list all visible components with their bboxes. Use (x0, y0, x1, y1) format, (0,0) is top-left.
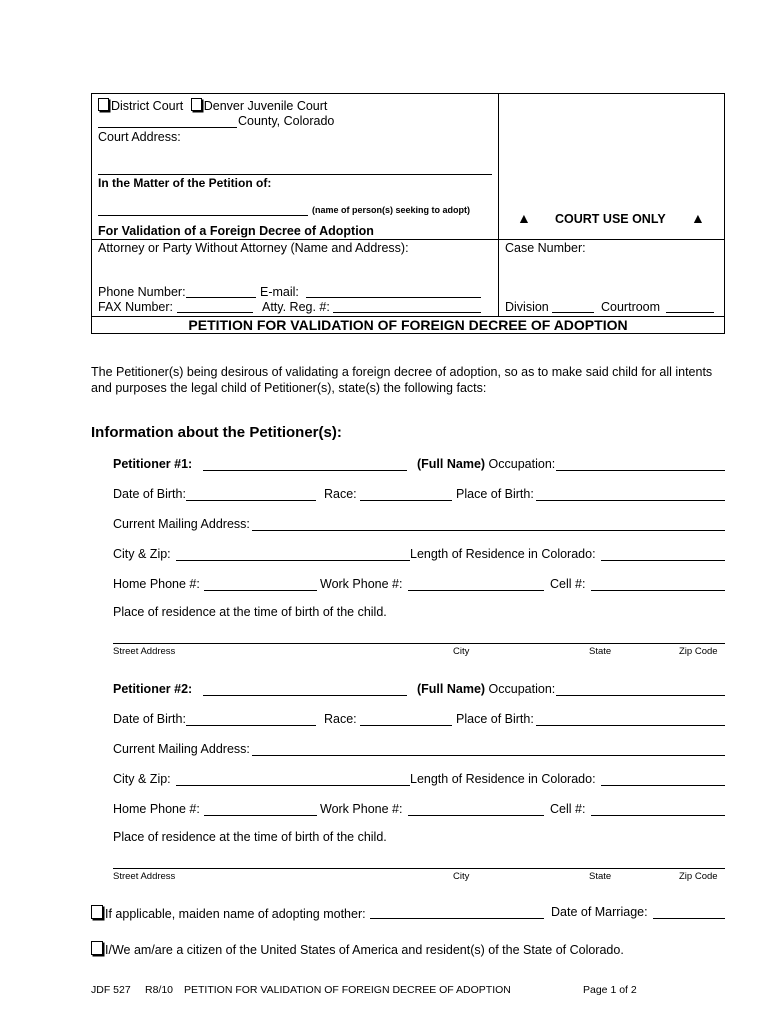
email-label: E-mail: (260, 285, 299, 299)
petitioner-1-cell-blank[interactable] (591, 590, 725, 591)
maiden-name-label: If applicable, maiden name of adopting mother: (105, 907, 366, 921)
caption-divider-vertical (498, 94, 499, 316)
county-label: County, Colorado (238, 114, 335, 128)
email-blank[interactable] (306, 297, 481, 298)
petitioner-2-workphone-label: Work Phone #: (320, 802, 403, 816)
footer-form-id: JDF 527 (91, 984, 131, 996)
petitioner-2-mailing-label: Current Mailing Address: (113, 742, 250, 756)
petitioner-2-dob-blank[interactable] (186, 725, 316, 726)
footer-page: Page 1 of 2 (583, 984, 637, 996)
courtroom-blank[interactable] (666, 312, 714, 313)
petitioner-2-occupation-blank[interactable] (556, 695, 725, 696)
petitioner-1-race-label: Race: (324, 487, 357, 501)
intro-line-2: and purposes the legal child of Petitioner(s), state(s) the following facts: (91, 381, 487, 395)
petitioner-2-homephone-label: Home Phone #: (113, 802, 200, 816)
petitioner-2-workphone-blank[interactable] (408, 815, 544, 816)
triangle-left-icon: ▲ (517, 210, 531, 226)
state-caption: State (589, 646, 612, 657)
petitioner-1-race-blank[interactable] (360, 500, 452, 501)
petitioner-1-mailing-blank[interactable] (252, 530, 725, 531)
street-address-caption: Street Address (113, 646, 176, 657)
petitioner-2-fullname (417, 682, 555, 696)
court-address-label: Court Address: (98, 130, 181, 144)
full-name-hint: (Full Name) (417, 682, 486, 696)
triangle-right-icon: ▲ (691, 210, 705, 226)
street-address-caption: Street Address (113, 871, 176, 882)
petitioner-1-residence-birth-label: Place of residence at the time of birth of the child. (113, 605, 387, 619)
atty-reg-label: Atty. Reg. #: (262, 300, 330, 314)
case-number-label: Case Number: (505, 241, 586, 255)
petitioner-1-dob-label: Date of Birth: (113, 487, 186, 501)
court-options (98, 98, 327, 113)
petitioner-1-pob-label: Place of Birth: (456, 487, 534, 501)
date-of-marriage-blank[interactable] (653, 918, 725, 919)
maiden-name-row (91, 905, 366, 921)
denver-juvenile-label: Denver Juvenile Court (203, 99, 328, 113)
occupation-label: Occupation: (488, 457, 556, 471)
district-court-label: District Court (111, 99, 184, 113)
division-label: Division (505, 300, 549, 314)
full-name-hint: (Full Name) (417, 457, 486, 471)
petitioner-1-homephone-label: Home Phone #: (113, 577, 200, 591)
petitioner-2-cell-label: Cell #: (550, 802, 586, 816)
petitioner-1-mailing-label: Current Mailing Address: (113, 517, 250, 531)
court-address-blank[interactable] (98, 174, 492, 175)
petitioner-1-cell-label: Cell #: (550, 577, 586, 591)
city-caption: City (453, 871, 470, 882)
petitioner-1-name-blank[interactable] (203, 470, 407, 471)
date-of-marriage-label: Date of Marriage: (551, 905, 648, 919)
petitioner-1-homephone-blank[interactable] (204, 590, 317, 591)
petitioner-2-label: Petitioner #2: (113, 682, 193, 696)
citizen-label: I/We am/are a citizen of the United States of America and resident(s) of the State of Colorado. (105, 943, 624, 957)
petitioner-1-residence-birth-blank[interactable] (113, 643, 725, 644)
intro-line-1: The Petitioner(s) being desirous of validating a foreign decree of adoption, so as to make said child for all intents (91, 365, 713, 379)
petitioner-2-homephone-blank[interactable] (204, 815, 317, 816)
citizen-row (91, 941, 624, 957)
petitioner-2-cityzip-blank[interactable] (176, 785, 410, 786)
petitioner-1-residence-blank[interactable] (601, 560, 725, 561)
petitioner-2-cityzip-label: City & Zip: (113, 772, 171, 786)
state-caption: State (589, 871, 612, 882)
petitioner-2-dob-label: Date of Birth: (113, 712, 186, 726)
phone-label: Phone Number: (98, 285, 186, 299)
maiden-name-checkbox[interactable] (91, 905, 103, 919)
petitioner-1-occupation-blank[interactable] (556, 470, 725, 471)
petitioner-1-fullname (417, 457, 555, 471)
phone-blank[interactable] (186, 297, 256, 298)
section-heading: Information about the Petitioner(s): (91, 424, 342, 441)
petitioner-2-race-blank[interactable] (360, 725, 452, 726)
petitioner-1-label: Petitioner #1: (113, 457, 193, 471)
petitioner-2-residence-birth-blank[interactable] (113, 868, 725, 869)
petitioner-1-dob-blank[interactable] (186, 500, 316, 501)
citizen-checkbox[interactable] (91, 941, 103, 955)
petitioner-name-blank[interactable] (98, 215, 308, 216)
county-blank[interactable] (98, 127, 237, 128)
petitioner-2-mailing-blank[interactable] (252, 755, 725, 756)
attorney-label: Attorney or Party Without Attorney (Name and Address): (98, 241, 409, 255)
zip-caption: Zip Code (679, 646, 718, 657)
zip-caption: Zip Code (679, 871, 718, 882)
courtroom-label: Courtroom (601, 300, 661, 314)
petitioner-2-residence-label: Length of Residence in Colorado: (410, 772, 596, 786)
petitioner-1-workphone-label: Work Phone #: (320, 577, 403, 591)
matter-label: In the Matter of the Petition of: (98, 176, 272, 190)
footer-title: PETITION FOR VALIDATION OF FOREIGN DECREE OF ADOPTION (184, 984, 511, 996)
maiden-name-blank[interactable] (370, 918, 544, 919)
denver-juvenile-checkbox[interactable] (191, 98, 202, 111)
petitioner-1-pob-blank[interactable] (536, 500, 725, 501)
district-court-checkbox[interactable] (98, 98, 109, 111)
petitioner-1-cityzip-label: City & Zip: (113, 547, 171, 561)
petitioner-2-pob-blank[interactable] (536, 725, 725, 726)
petitioner-1-cityzip-blank[interactable] (176, 560, 410, 561)
footer-revision: R8/10 (145, 984, 174, 996)
atty-reg-blank[interactable] (333, 312, 481, 313)
petitioner-1-residence-label: Length of Residence in Colorado: (410, 547, 596, 561)
division-blank[interactable] (552, 312, 594, 313)
for-validation-label: For Validation of a Foreign Decree of Adoption (98, 224, 374, 238)
petitioner-2-race-label: Race: (324, 712, 357, 726)
document-title: PETITION FOR VALIDATION OF FOREIGN DECREE OF ADOPTION (188, 317, 628, 333)
petitioner-2-name-blank[interactable] (203, 695, 407, 696)
petitioner-2-cell-blank[interactable] (591, 815, 725, 816)
city-caption: City (453, 646, 470, 657)
petitioner-2-pob-label: Place of Birth: (456, 712, 534, 726)
petitioner-2-residence-blank[interactable] (601, 785, 725, 786)
petitioner-2-residence-birth-label: Place of residence at the time of birth of the child. (113, 830, 387, 844)
fax-blank[interactable] (177, 312, 253, 313)
petitioner-1-workphone-blank[interactable] (408, 590, 544, 591)
fax-label: FAX Number: (98, 300, 174, 314)
name-hint: (name of person(s) seeking to adopt) (312, 205, 471, 215)
court-use-only: COURT USE ONLY (555, 212, 666, 226)
occupation-label: Occupation: (488, 682, 556, 696)
caption-divider-attorney (92, 239, 724, 240)
